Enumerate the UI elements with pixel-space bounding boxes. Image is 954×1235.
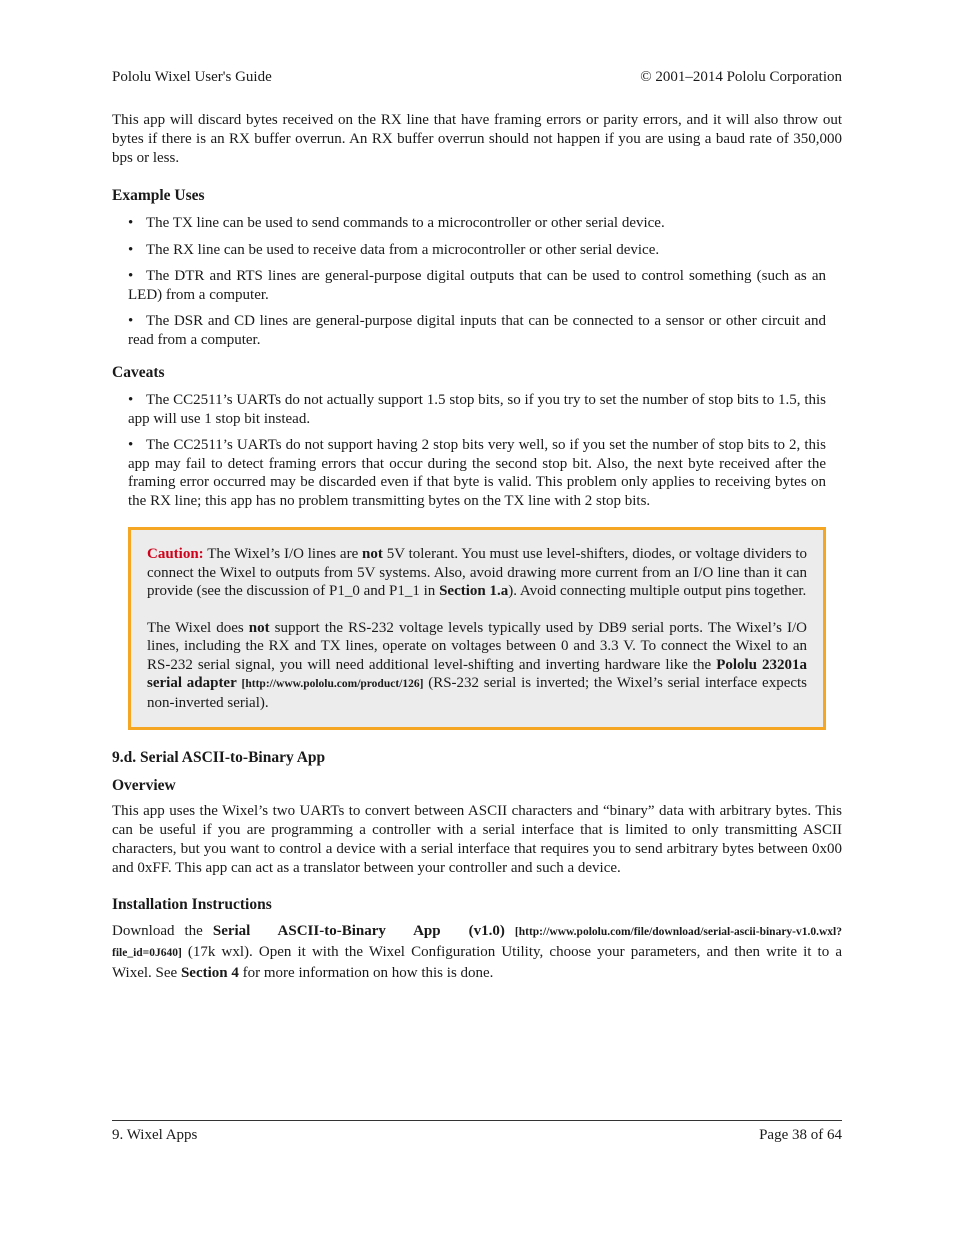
caveats-heading: Caveats: [112, 364, 165, 381]
section-1a-link[interactable]: Section 1.a: [439, 583, 509, 599]
bullet-icon: •: [128, 437, 134, 453]
serial-adapter-url[interactable]: [http://www.pololu.com/product/126]: [241, 678, 424, 690]
footer-chapter: 9. Wixel Apps: [112, 1127, 198, 1143]
footer-page-number: Page 38 of 64: [759, 1127, 842, 1143]
section-title: 9.d. Serial ASCII-to-Binary App: [112, 749, 326, 766]
example-uses-heading: Example Uses: [112, 187, 205, 204]
bullet-icon: •: [128, 215, 134, 231]
list-item: • The RX line can be used to receive data from a microcontroller or other serial device.: [128, 241, 660, 258]
installation-paragraph: Download the Serial ASCII-to-Binary App (v1.0) [http://www.pololu.com/file/download/serial-ascii-binary-v1.0.wxl?file_id=0J640] (17k wxl). Open it with the Wixel Configuration Utility, choose your parameters, and then write it to a Wixel. See Section 4 for more information on how this is done.: [112, 923, 843, 981]
list-item: • The CC2511’s UARTs do not support having 2 stop bits very well, so if you set the number of stop bits to 2, this app may fail to detect framing errors that occur during the second stop bit. Also, the next byte received after the framing error occurred may be discarded even if that byte is valid. This problem only applies to receiving bytes on the RX line; this app has no problem transmitting bytes on the TX line with 2 stop bits.: [128, 437, 826, 509]
bullet-icon: •: [128, 268, 134, 284]
footer-divider: [112, 1120, 842, 1121]
list-item: • The DSR and CD lines are general-purpose digital inputs that can be connected to a sensor or other circuit and read from a computer.: [128, 313, 826, 348]
overview-paragraph: This app uses the Wixel’s two UARTs to convert between ASCII characters and “binary” data with arbitrary bytes. This can be useful if you are programming a controller with a serial interface that is limited to only transmitting ASCII characters, but you want to control a device with a serial interface that requires you to send arbitrary bytes between 0x00 and 0xFF. This app can act as a translator between your controller and such a device.: [112, 803, 842, 876]
page-header: [112, 69, 842, 89]
header-copyright: © 2001–2014 Pololu Corporation: [640, 69, 842, 85]
list-item: • The DTR and RTS lines are general-purpose digital outputs that can be used to control something (such as an LED) from a computer.: [128, 268, 826, 303]
installation-heading: Installation Instructions: [112, 896, 272, 913]
bullet-icon: •: [128, 241, 134, 258]
page-content: [112, 111, 842, 983]
app-download-url[interactable]: [http://www.pololu.com/file/download/serial-ascii-binary-v1.0.wxl?file_id=0J640]: [112, 926, 843, 959]
overview-heading: Overview: [112, 777, 176, 794]
list-item: • The CC2511’s UARTs do not actually support 1.5 stop bits, so if you try to set the number of stop bits to 1.5, this app will use 1 stop bit instead.: [128, 392, 826, 427]
list-item: • The TX line can be used to send commands to a microcontroller or other serial device.: [128, 215, 665, 231]
caveats-list: [128, 391, 826, 510]
example-uses-list: [128, 214, 826, 349]
section-4-link[interactable]: Section 4: [180, 965, 239, 981]
app-download-link[interactable]: Serial ASCII-to-Binary App (v1.0): [212, 923, 505, 939]
page-footer: [112, 1127, 842, 1147]
caution-label: Caution:: [147, 546, 204, 562]
caution-paragraph-2: The Wixel does not support the RS-232 voltage levels typically used by DB9 serial ports. The Wixel’s I/O lines, including the RX and TX lines, operate on voltages between 0 and 3.3 V. To connect the Wixel to an RS-232 serial signal, you will need additional level-shifting and inverting hardware like the Pololu 23201a serial adapter [http://www.pololu.com/product/126] (RS-232 serial is inverted; the Wixel’s serial interface expects non-inverted serial).: [147, 619, 808, 711]
caution-box: [128, 527, 826, 730]
caution-paragraph-1: Caution: The Wixel’s I/O lines are not 5V tolerant. You must use level-shifters, diodes, or voltage dividers to connect the Wixel to outputs from 5V systems. Also, avoid drawing more current from an I/O line than it can provide (see the discussion of P1_0 and P1_1 in Section 1.a). Avoid connecting multiple output pins together.: [147, 546, 808, 599]
intro-paragraph: This app will discard bytes received on the RX line that have framing errors or parity errors, and it will also throw out bytes if there is an RX buffer overrun. An RX buffer overrun should not happen if you are using a baud rate of 350,000 bps or less.: [112, 112, 842, 166]
bullet-icon: •: [128, 313, 134, 329]
serial-adapter-link[interactable]: Pololu 23201a serial adapter: [147, 656, 808, 691]
bullet-icon: •: [128, 392, 134, 408]
header-title: Pololu Wixel User's Guide: [112, 69, 272, 85]
